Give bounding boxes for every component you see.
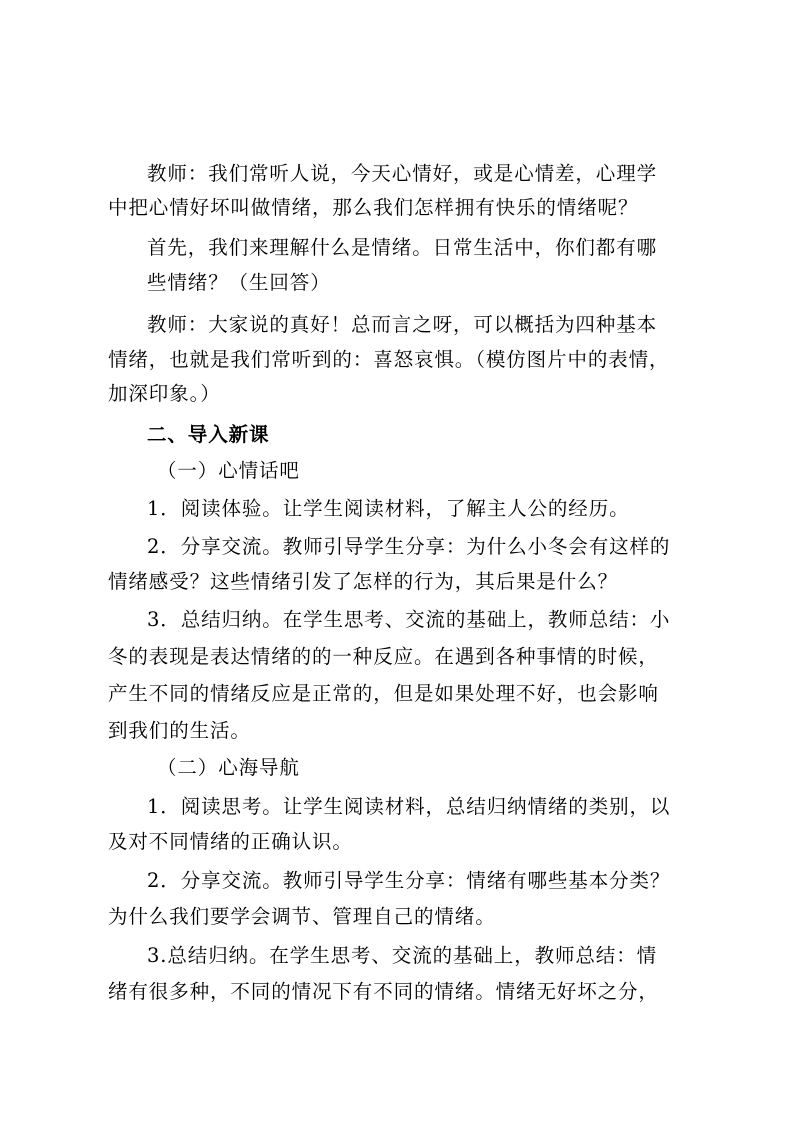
paragraph-line: 冬的表现是表达情绪的的一种反应。在遇到各种事情的时候， [108, 645, 659, 668]
paragraph-line: 到我们的生活。 [108, 719, 251, 742]
paragraph-line: 及对不同情绪的正确认识。 [108, 830, 353, 853]
paragraph-line: 绪有很多种，不同的情况下有不同的情绪。情绪无好坏之分， [108, 980, 659, 1003]
list-item: 3.总结归纳。在学生思考、交流的基础上，教师总结：情 [147, 944, 658, 967]
paragraph-line: 加深印象。） [108, 382, 221, 405]
list-item: 1．阅读思考。让学生阅读材料，总结归纳情绪的类别，以 [147, 795, 671, 818]
paragraph-line: 教师：大家说的真好！总而言之呀，可以概括为四种基本 [147, 313, 658, 336]
paragraph-line: 中把心情好坏叫做情绪，那么我们怎样拥有快乐的情绪呢？ [108, 196, 639, 219]
paragraph-line: 情绪，也就是我们常听到的：喜怒哀惧。（模仿图片中的表情， [108, 348, 670, 371]
paragraph-line: 情绪感受？这些情绪引发了怎样的行为，其后果是什么？ [108, 570, 619, 593]
subsection-heading: （二）心海导航 [157, 756, 300, 779]
list-item: 1．阅读体验。让学生阅读材料，了解主人公的经历。 [147, 497, 630, 520]
section-heading: 二、导入新课 [147, 423, 270, 446]
paragraph-line: 为什么我们要学会调节、管理自己的情绪。 [108, 905, 496, 928]
list-item: 2．分享交流。教师引导学生分享：为什么小冬会有这样的 [147, 535, 671, 558]
list-item: 2．分享交流。教师引导学生分享：情绪有哪些基本分类？ [147, 869, 671, 892]
subsection-heading: （一）心情话吧 [157, 459, 300, 482]
paragraph-line: 教师：我们常听人说，今天心情好，或是心情差，心理学 [147, 162, 658, 185]
paragraph-line: 产生不同的情绪反应是正常的，但是如果处理不好，也会影响 [108, 682, 659, 705]
list-item: 3．总结归纳。在学生思考、交流的基础上，教师总结：小 [147, 608, 671, 631]
paragraph-line: 首先，我们来理解什么是情绪。日常生活中，你们都有哪 [147, 236, 658, 259]
paragraph-line: 些情绪？（生回答） [147, 271, 331, 294]
